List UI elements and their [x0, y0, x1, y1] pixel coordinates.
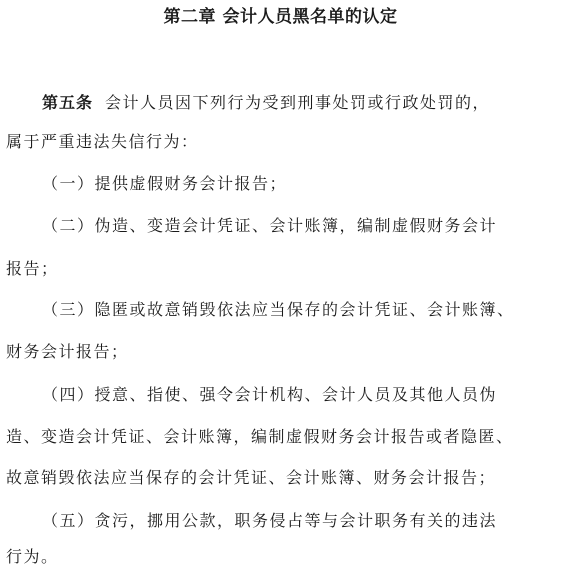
- item-4-line-3: 故意销毁依法应当保存的会计凭证、会计账簿、财务会计报告；: [6, 468, 497, 487]
- item-2-line-2: 报告；: [6, 259, 59, 278]
- item-2-line-1: （二）伪造、变造会计凭证、会计账簿，编制虚假财务会计: [42, 216, 498, 235]
- item-3-line-1: （三）隐匿或故意销毁依法应当保存的会计凭证、会计账簿、: [42, 300, 515, 319]
- item-3-line-2: 财务会计报告；: [6, 342, 129, 361]
- article-intro-line-1: [42, 91, 490, 115]
- chapter-title: 第二章 会计人员黑名单的认定: [163, 7, 398, 27]
- article-intro-text: 会计人员因下列行为受到刑事处罚或行政处罚的，: [105, 93, 491, 112]
- item-1-line-1: （一）提供虚假财务会计报告；: [42, 174, 288, 193]
- item-5-line-1: （五）贪污，挪用公款，职务侵占等与会计职务有关的违法: [42, 511, 498, 530]
- item-4-line-1: （四）授意、指使、强令会计机构、会计人员及其他人员伪: [42, 385, 498, 404]
- item-4-line-2: 造、变造会计凭证、会计账簿，编制虚假财务会计报告或者隐匿、: [6, 427, 514, 446]
- item-5-line-2: 行为。: [6, 547, 59, 566]
- article-intro-line-2: 属于严重违法失信行为：: [6, 132, 199, 151]
- article-number: 第五条: [42, 93, 94, 112]
